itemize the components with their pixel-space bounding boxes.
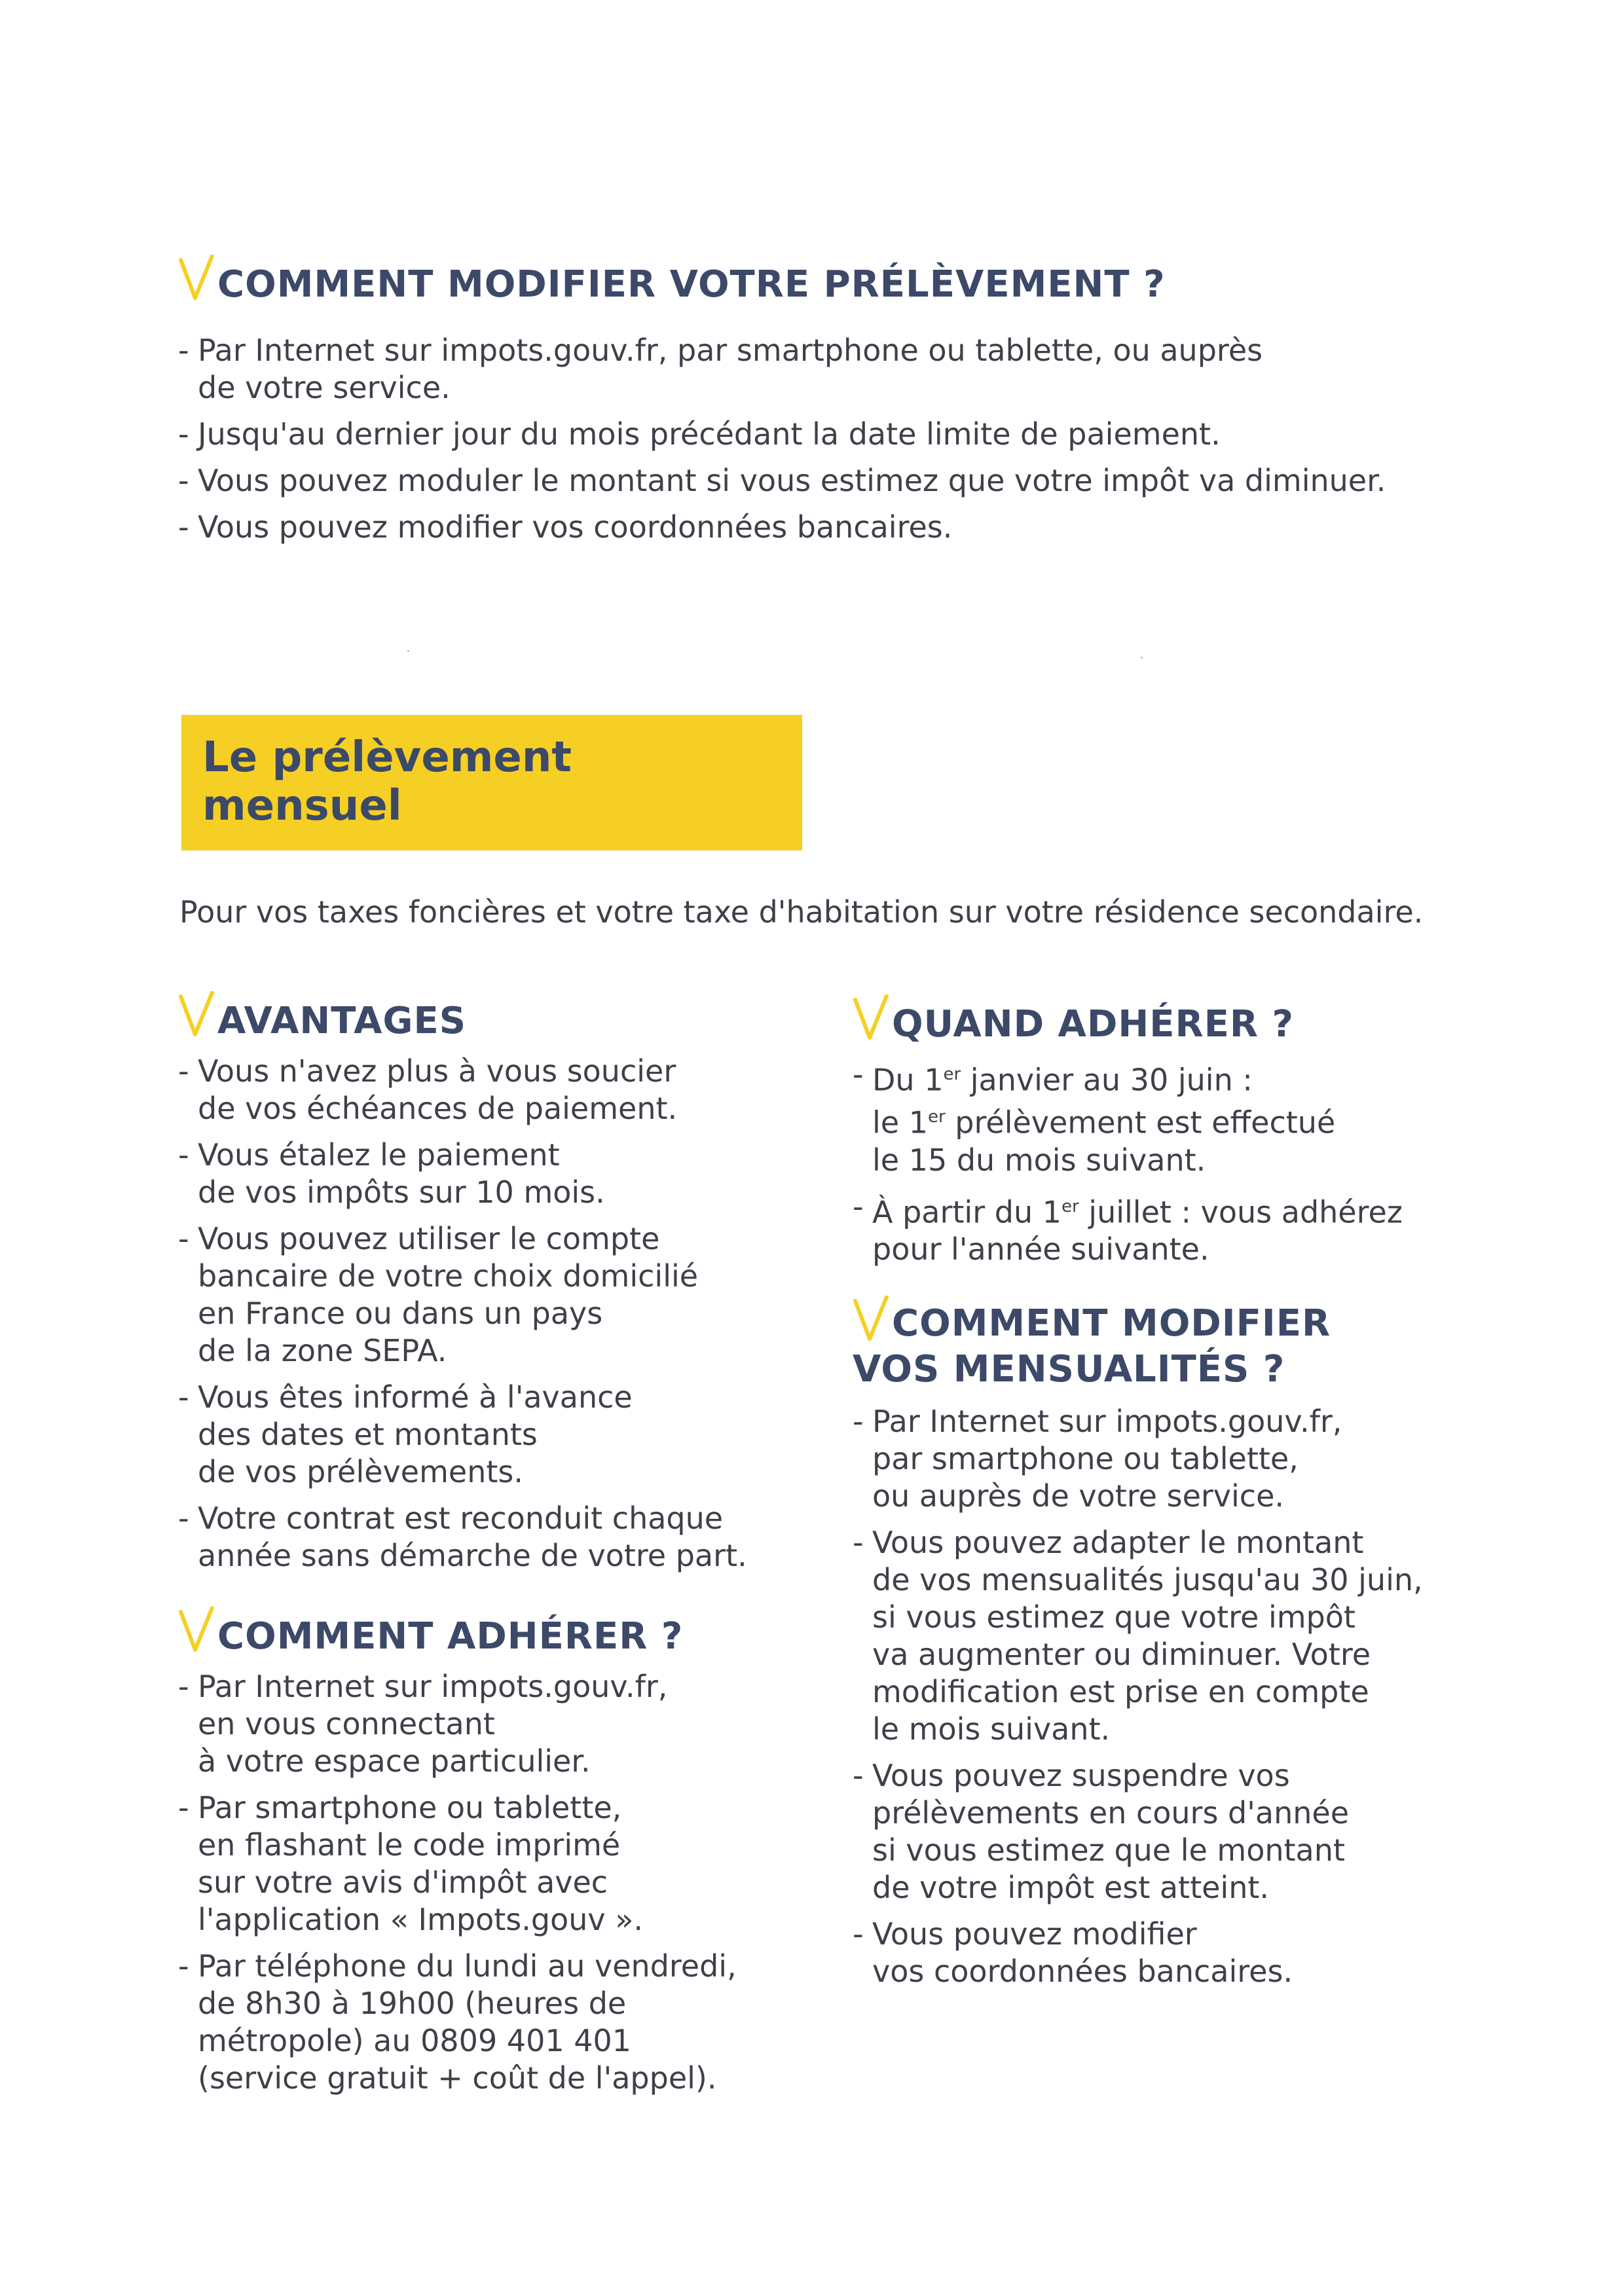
item-text: janvier au 30 juin :	[961, 1062, 1253, 1098]
list-item: - Par Internet sur impots.gouv.fr, par smartphone ou tablette, ou auprès de votre service.	[178, 332, 1488, 407]
scan-speck	[1141, 657, 1143, 659]
list-item: - Vous pouvez suspendre vos prélèvements en cours d'année si vous estimez que le montant de votre impôt est atteint.	[853, 1757, 1507, 1906]
list-item: - Vous pouvez modifier vos coordonnées bancaires.	[853, 1916, 1507, 1990]
section-modifier-prelevement	[178, 259, 1488, 555]
list-item: - Par téléphone du lundi au vendredi, de 8h30 à 19h00 (heures de métropole) au 0809 401 401 (service gratuit + coût de l'appel).	[178, 1948, 833, 2097]
scan-speck	[407, 650, 409, 652]
bullet-list	[853, 1056, 1507, 1268]
list-item: - Vous pouvez utiliser le compte bancaire de votre choix domicilié en France ou dans un pays de la zone SEPA.	[178, 1220, 833, 1370]
list-item: - Votre contrat est reconduit chaque année sans démarche de votre part.	[178, 1500, 833, 1575]
item-text: pour l'année suivante.	[872, 1231, 1209, 1267]
list-item: - Jusqu'au dernier jour du mois précédant la date limite de paiement.	[178, 416, 1488, 453]
check-icon	[853, 1296, 889, 1343]
check-icon	[853, 994, 889, 1042]
bullet-list	[178, 1053, 833, 1575]
intro-text: Pour vos taxes foncières et votre taxe d'habitation sur votre résidence secondaire.	[179, 894, 1424, 930]
item-text: prélèvement est effectué	[945, 1104, 1336, 1140]
banner-title: Le prélèvement mensuel	[202, 733, 572, 830]
title-banner	[181, 715, 802, 850]
item-text: juillet : vous adhérez	[1079, 1194, 1403, 1230]
list-item: - Vous êtes informé à l'avance des dates et montants de vos prélèvements.	[178, 1379, 833, 1491]
heading-text: AVANTAGES	[217, 999, 467, 1042]
heading-text: QUAND ADHÉRER ?	[892, 1002, 1294, 1046]
list-item: - Par Internet sur impots.gouv.fr, par smartphone ou tablette, ou auprès de votre service.	[853, 1403, 1507, 1515]
section-heading	[178, 995, 833, 1042]
list-item: - Vous pouvez moduler le montant si vous estimez que votre impôt va diminuer.	[178, 462, 1488, 500]
section-quand-adherer	[853, 998, 1507, 1277]
heading-text: COMMENT MODIFIER	[892, 1302, 1331, 1345]
section-heading	[178, 259, 1488, 306]
item-text: Du 1	[872, 1062, 944, 1098]
item-text: le 15 du mois suivant.	[872, 1142, 1206, 1178]
section-adherer	[178, 1611, 833, 2106]
superscript: er	[927, 1107, 946, 1127]
list-item: - Par Internet sur impots.gouv.fr, en vous connectant à votre espace particulier.	[178, 1668, 833, 1780]
heading-text: COMMENT ADHÉRER ?	[217, 1614, 684, 1658]
list-item: - Par smartphone ou tablette, en flashant le code imprimé sur votre avis d'impôt avec l'application « Impots.gouv ».	[178, 1789, 833, 1939]
item-text: le 1	[872, 1104, 928, 1140]
list-item: - Vous n'avez plus à vous soucier de vos échéances de paiement.	[178, 1053, 833, 1127]
section-heading	[853, 998, 1507, 1046]
section-avantages	[178, 995, 833, 1584]
superscript: er	[1061, 1196, 1079, 1216]
list-item: - Vous pouvez modifier vos coordonnées bancaires.	[178, 509, 1488, 546]
list-item	[853, 1188, 1507, 1268]
bullet-list	[853, 1403, 1507, 1990]
section-heading	[853, 1300, 1507, 1393]
check-icon	[178, 255, 215, 302]
superscript: er	[943, 1065, 961, 1084]
bullet-list	[178, 332, 1488, 546]
check-icon	[178, 1607, 215, 1654]
heading-text: VOS MENSUALITÉS ?	[853, 1348, 1285, 1391]
list-item: - Vous pouvez adapter le montant de vos mensualités jusqu'au 30 juin, si vous estimez que votre impôt va augmenter ou diminuer. Votre modification est prise en compte le mois suivant.	[853, 1524, 1507, 1748]
bullet-list	[178, 1668, 833, 2097]
check-icon	[178, 991, 215, 1038]
heading-text: COMMENT MODIFIER VOTRE PRÉLÈVEMENT ?	[217, 263, 1166, 306]
section-modifier-mensualites	[853, 1300, 1507, 1999]
section-heading	[178, 1611, 833, 1658]
list-item: - Vous étalez le paiement de vos impôts sur 10 mois.	[178, 1137, 833, 1211]
list-item	[853, 1056, 1507, 1179]
item-text: À partir du 1	[872, 1194, 1061, 1230]
